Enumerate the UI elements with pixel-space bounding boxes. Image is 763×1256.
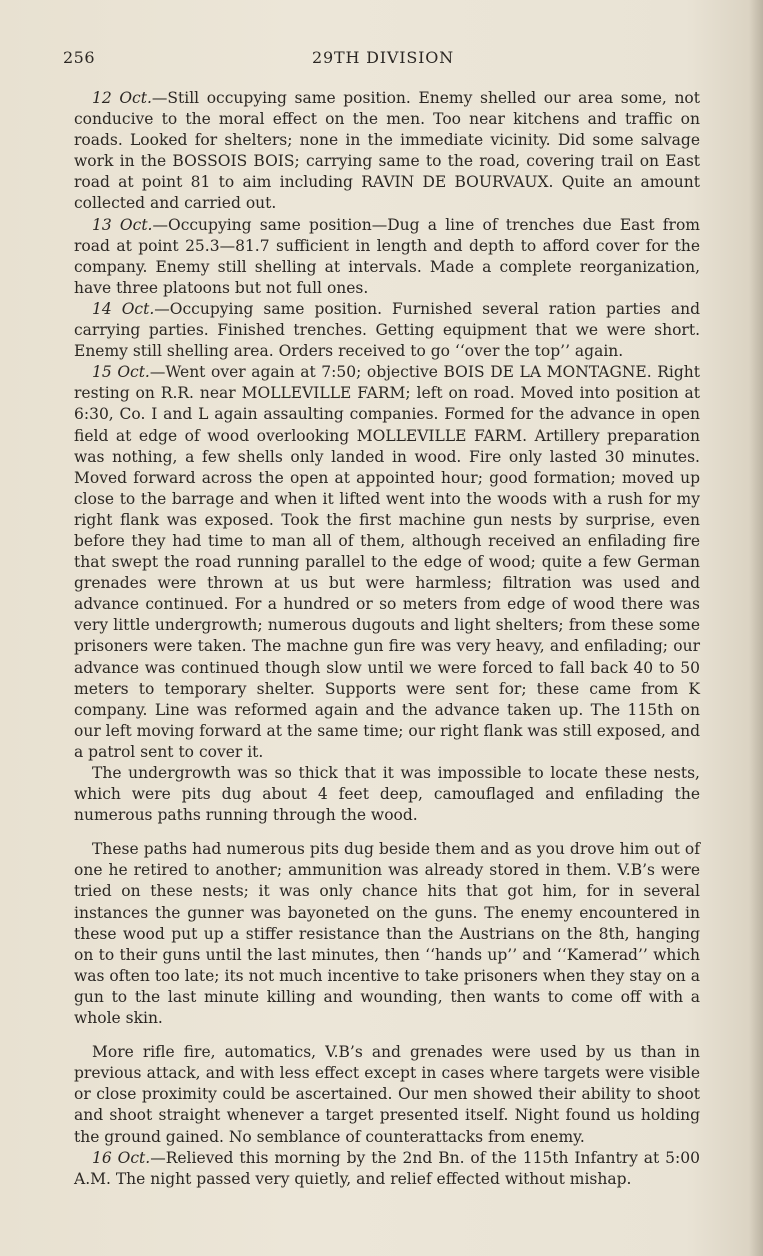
paragraph-undergrowth bbox=[74, 763, 700, 826]
running-head: 29TH DIVISION bbox=[312, 48, 454, 67]
page-number: 256 bbox=[63, 48, 96, 67]
entry-date: 13 Oct. bbox=[92, 215, 153, 234]
entry-date: 12 Oct. bbox=[92, 89, 152, 107]
entry-date: 14 Oct. bbox=[92, 299, 155, 318]
paragraph-text: More rifle fire, automatics, V.B’s and grenades were used by us than in previous attack, and with less effect except in cases where targets were visible or close proximity could be ascertained. Our men showed their ability to shoot and shoot straight whenever a target presented itself. Night found us holding the ground gained. No semblance of counterattacks from enemy. bbox=[74, 1043, 700, 1146]
diary-entry-15-oct bbox=[74, 362, 700, 763]
diary-entry-12-oct bbox=[74, 88, 700, 215]
entry-text: —Went over again at 7:50; objective BOIS DE LA MONTAGNE. Right resting on R.R. near MOLLEVILLE FARM; left on road. Moved into position at 6:30, Co. I and L again assaulting companies. Formed for the advance in open field at edge of wood overlooking MOLLEVILLE FARM. Artillery preparation was nothing, a few shells only landed in wood. Fire only lasted 30 minutes. Moved forward across the open at appointed hour; good formation; moved up close to the barrage and when it lifted went into the woods with a rush for my right flank was exposed. Took the first machine gun nests by surprise, even before they had time to man all of them, although received an enfilading fire that swept the road running parallel to the edge of wood; quite a few German grenades were thrown at us but were harmless; filtration was used and advance continued. For a hundred or so meters from edge of wood there was very little undergrowth; numerous dugouts and light shelters; from these some prisoners were taken. The machne gun fire was very heavy, and enfilading; our advance was continued though slow until we were forced to fall back 40 to 50 meters to temporary shelter. Supports were sent for; these came from K company. Line was reformed again and the advance taken up. The 115th on our left moving forward at the same time; our right flank was still exposed, and a patrol sent to cover it. bbox=[74, 363, 700, 761]
diary-entry-13-oct bbox=[74, 215, 700, 299]
diary-entry-16-oct bbox=[74, 1148, 700, 1190]
entry-date: 16 Oct. bbox=[92, 1148, 151, 1167]
entry-text: —Still occupying same position. Enemy shelled our area some, not conducive to the moral effect on the men. Too near kitchens and traffic on roads. Looked for shelters; none in the immediate vicinity. Did some salvage work in the BOSSOIS BOIS; carrying same to the road, covering trail on East road at point 81 to aim including RAVIN DE BOURVAUX. Quite an amount collected and carried out. bbox=[74, 89, 700, 213]
entry-text: —Relieved this morning by the 2nd Bn. of the 115th Infantry at 5:00 A.M. The night passed very quietly, and relief effected without mishap. bbox=[74, 1148, 700, 1188]
diary-entry-14-oct bbox=[74, 299, 700, 362]
paragraph-rifle-fire bbox=[74, 1042, 700, 1147]
entry-text: —Occupying same position—Dug a line of trenches due East from road at point 25.3—81.7 sufficient in length and depth to afford cover for the company. Enemy still shelling at intervals. Made a complete reorganization, have three platoons but not full ones. bbox=[74, 215, 700, 297]
paragraph-text: The undergrowth was so thick that it was impossible to locate these nests, which were pits dug about 4 feet deep, camouflaged and enfilading the numerous paths running through the wood. bbox=[74, 764, 700, 825]
entry-date: 15 Oct. bbox=[92, 363, 150, 382]
paragraph-text: These paths had numerous pits dug beside them and as you drove him out of one he retired to another; ammunition was already stored in them. V.B’s were tried on these nests; it was only chance hits that got him, for in several instances the gunner was bayoneted on the guns. The enemy encountered in these wood put up a stiffer resistance than the Austrians on the 8th, hanging on to their guns until the last minutes, then ‘‘hands up’’ and ‘‘Kamerad’’ which was often too late; its not much incentive to take prisoners when they stay on a gun to the last minute killing and wounding, then wants to come off with a whole skin. bbox=[74, 840, 700, 1028]
entry-text: —Occupying same position. Furnished several ration parties and carrying parties. Finished trenches. Getting equipment that we were short. Enemy still shelling area. Orders received to go ‘‘over the top’’ again. bbox=[74, 299, 700, 361]
body-text bbox=[74, 88, 700, 1190]
paragraph-paths bbox=[74, 839, 700, 1029]
page-header bbox=[63, 48, 703, 72]
